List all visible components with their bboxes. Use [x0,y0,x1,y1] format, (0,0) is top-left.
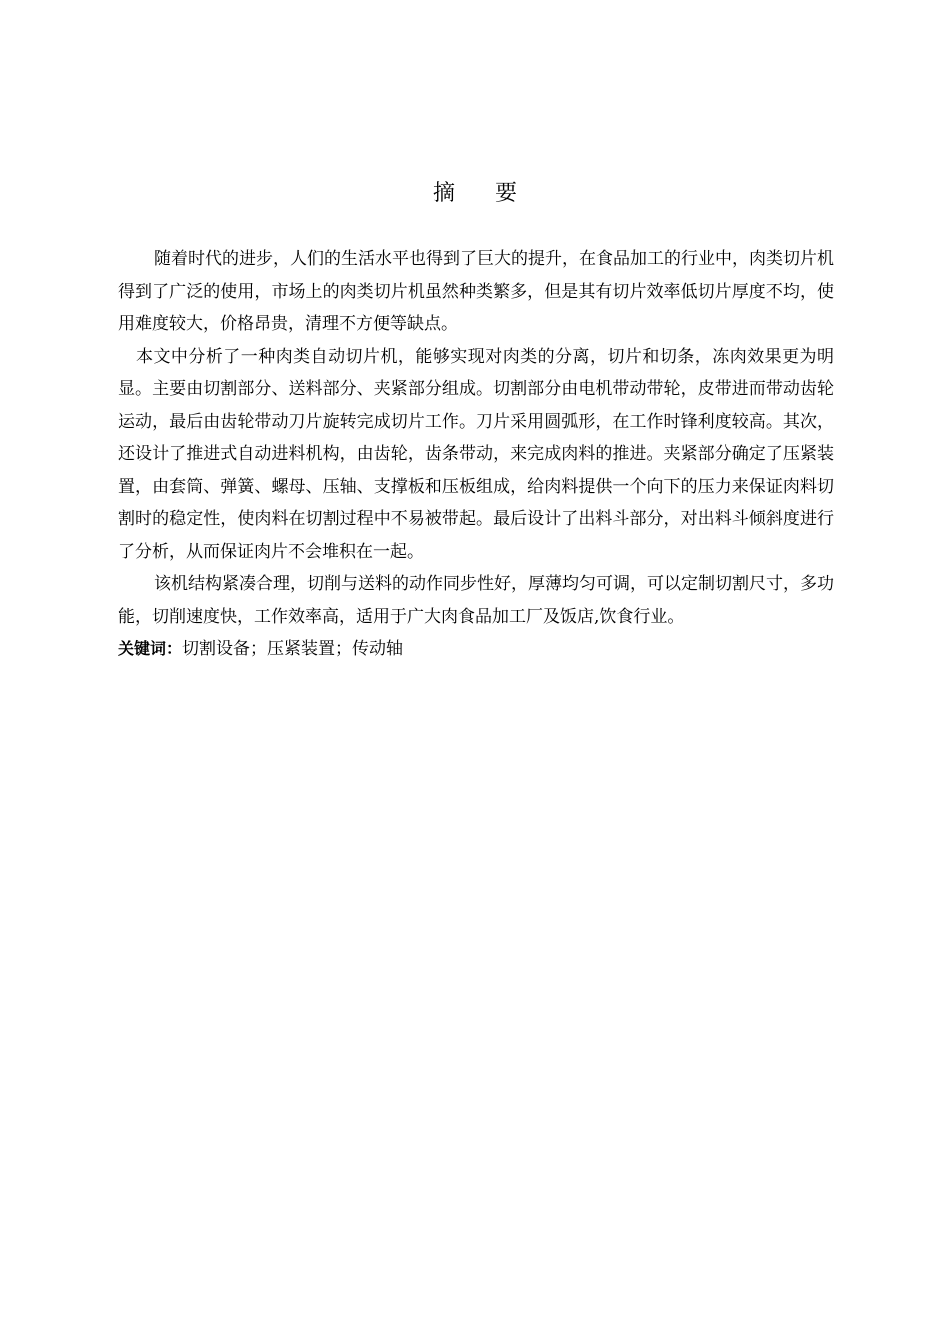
abstract-title: 摘要 [432,181,557,206]
abstract-body [118,243,834,666]
keywords-text: 切割设备；压紧装置；传动轴 [182,639,404,659]
abstract-paragraph-3: 该机结构紧凑合理，切削与送料的动作同步性好，厚薄均匀可调，可以定制切割尺寸，多功能，切削速度快，工作效率高，适用于广大肉食品加工厂及饭店,饮食行业。 [118,574,834,627]
keywords-label: 关键词： [118,639,183,658]
abstract-paragraph-1: 随着时代的进步，人们的生活水平也得到了巨大的提升，在食品加工的行业中，肉类切片机得到了广泛的使用，市场上的肉类切片机虽然种类繁多，但是其有切片效率低切片厚度不均，使用难度较大，价格昂贵，清理不方便等缺点。 [118,249,834,334]
keywords-line [118,633,834,666]
abstract-paragraph-2: 本文中分析了一种肉类自动切片机，能够实现对肉类的分离，切片和切条，冻肉效果更为明显。主要由切割部分、送料部分、夹紧部分组成。切割部分由电机带动带轮，皮带进而带动齿轮运动，最后由齿轮带动刀片旋转完成切片工作。刀片采用圆弧形，在工作时锋利度较高。其次，还设计了推进式自动进料机构，由齿轮，齿条带动，来完成肉料的推进。夹紧部分确定了压紧装置，由套筒、弹簧、螺母、压轴、支撑板和压板组成，给肉料提供一个向下的压力来保证肉料切割时的稳定性，使肉料在切割过程中不易被带起。最后设计了出料斗部分，对出料斗倾斜度进行了分析，从而保证肉片不会堆积在一起。 [118,346,834,562]
